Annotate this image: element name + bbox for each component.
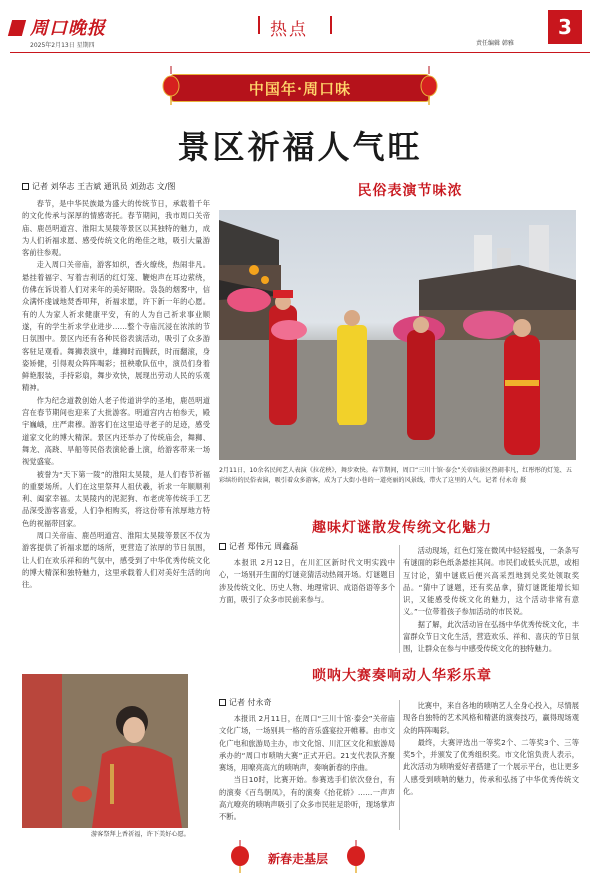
article-1-subhead: 民俗表演节味浓 [357,183,463,199]
article-3-byline [219,697,419,708]
byline-text: 记者 刘华志 王吉斌 通讯员 刘劲志 文/图 [32,182,176,191]
paragraph: 作为纪念道教创始人老子传道讲学的圣地，鹿邑明道宫在春节期间也迎来了大批游客。明道宫内古柏参天，殿宇巍峨，庄严肃穆。游客们在这里追寻老子的足迹，感受道家文化的博大精深。景区内还举办了传统庙会，舞狮、舞龙、高跷、旱船等民俗表演轮番上演，给游客带来一场视觉盛宴。 [22,395,210,467]
section-divider-left [258,16,260,34]
byline-text: 记者 付永奇 [229,698,272,707]
side-photo-caption: 游客祭拜上香祈福，许下美好心愿。 [91,831,190,838]
article-1-body [22,198,210,668]
side-photo [22,674,188,828]
article-2-subhead: 趣味灯谜散发传统文化魅力 [312,520,492,536]
article-2-body-left [219,557,395,655]
column-divider [399,700,400,830]
article-1-byline [22,181,222,192]
lantern-icon [420,66,438,106]
page-headline: 景区祈福人气旺 [177,128,423,166]
section-title: 热点 [270,20,308,40]
page-number: 3 [548,10,582,44]
paragraph: 周口关帝庙、鹿邑明道宫、淮阳太昊陵等景区不仅为游客提供了祈福求愿的场所，更营造了浓厚的节日氛围，让人们在欢乐祥和的气氛中，感受到了中华优秀传统文化的博大精深和独特魅力，这里承载着人们对美好生活的向往。 [22,531,210,590]
paragraph: 春节，是中华民族最为盛大的传统节日，承载着千年的文化传承与深厚的情感寄托。春节期间，我市周口关帝庙、鹿邑明道宫、淮阳太昊陵等景区以其独特的魅力，成为人们祈福求愿、感受传统文化的绝佳之地，吸引大量游客前往参观。 [22,199,210,258]
logo-mark-icon [8,20,26,36]
paragraph: 比赛中，来自各地的唢呐艺人全身心投入，尽情展现各自独特的艺术风格和精湛的演奏技巧，赢得现场观众的阵阵喝彩。 [403,701,579,735]
folk-dance-illustration [219,210,576,460]
footer-text: 新春走基层 [267,852,328,866]
paragraph: 走入周口关帝庙，游客如织，香火缭绕，热闹非凡。悬挂着福字、写着吉利话的红灯笼、鞭炮声在耳边萦绕，仿佛在诉说着人们对来年的美好期盼。袅袅的烟雾中，信众满怀虔诚地焚香叩拜，祈福求愿，许下新一年的心愿。有的人为家人祈求健康平安，有的人为自己祈求事业顺遂，有的学生祈求学业进步……整个寺庙沉浸在浓浓的节日氛围中。景区内还有各种民俗表演活动，吸引了众多游客驻足观看。舞狮表演中，雄狮时而腾跃，时而翻滚，身姿矫健，引得观众阵阵喝彩；扭秧歌队伍中，演员们身着鲜艳服装，手持彩扇，舞步欢快，展现出劳动人民的乐观精神。 [22,260,210,393]
logo-text: 周口晚报 [30,18,106,39]
issue-date: 2025年2月13日 星期四 [30,42,95,49]
editor-line: 责任编辑 韩雅 [476,40,514,47]
paragraph: 当日10时，比赛开始。参赛选手们依次登台，有的演奏《百鸟朝凤》，有的演奏《抬花轿》……一声声高亢嘹亮的唢呐声吸引了众多市民驻足聆听，现场掌声不断。 [219,775,395,822]
byline-box-icon [22,183,29,190]
footer-column-mark [228,838,368,878]
newspaper-logo [10,14,130,39]
main-photo-caption: 2月11日，10余名民间艺人表演《拉花秧》，舞步欢快。春节期间，周口“三川十馆·泰会”关帝庙景区热闹非凡，红彤彤的灯笼、五彩缤纷的民俗表演，吸引着众多游客，成为了大街小巷的一道亮丽的风景线，带火了这里的人气。记者 付永奇 摄 [219,467,572,484]
article-2-body-right [403,545,579,655]
article-3-subhead: 唢呐大赛奏响动人华彩乐章 [312,668,492,684]
byline-box-icon [219,699,226,706]
column-banner [170,64,430,108]
article-2-byline [219,541,419,552]
paragraph: 据了解，此次活动旨在弘扬中华优秀传统文化，丰富群众节日文化生活，营造欢乐、祥和、喜庆的节日氛围，让群众在参与中感受传统文化的独特魅力。 [403,619,579,654]
paragraph: 活动现场，红色灯笼在微风中轻轻摇曳，一条条写有谜面的彩色纸条悬挂其间。市民们或低头沉思，或相互讨论，猜中谜底后便兴高采烈地到兑奖处领取奖品。“猜中了谜题，还有奖品拿，猜灯谜既能增长知识，又能感受传统文化的魅力，这个活动非常有意义。”一位带着孩子参加活动的市民说。 [403,546,579,617]
paragraph: 最终，大赛评选出一等奖2个、二等奖3个、三等奖5个，并颁发了优秀组织奖。市文化馆负责人表示，此次活动为唢呐爱好者搭建了一个展示平台，也让更多人感受到唢呐的魅力，传承和弘扬了中华优秀传统文化。 [403,737,579,797]
paragraph: 被誉为“天下第一陵”的淮阳太昊陵，是人们春节祈福的重要场所。人们在这里祭拜人祖伏羲，祈求一年顺顺利利、阖家幸福。太昊陵内的泥泥狗、布老虎等传统手工艺品深受游客喜爱，人们争相购买，将这份带有浓厚地方特色的祝福带回家。 [22,469,210,528]
byline-box-icon [219,543,226,550]
paragraph: 本报讯 2月11日，在周口“三川十馆·泰会”关帝庙文化广场，一场别具一格的音乐盛宴拉开帷幕。由市文化广电和旅游局主办，市文化馆、川汇区文化和旅游局承办的“周口市唢呐大赛”正式开启。21支代表队齐聚赛场，用嘹亮高亢的唢呐声，奏响新春的序曲。 [219,714,395,773]
lantern-icon [346,840,366,874]
main-photo [219,210,576,460]
byline-text: 记者 郑伟元 周鑫磊 [229,542,299,551]
article-3-body-right [403,700,579,832]
column-divider [399,545,400,653]
section-divider-right [330,16,332,34]
paragraph: 本报讯 2月12日，在川汇区新时代文明实践中心，一场别开生面的灯谜竞猜活动热闹开场。灯谜题目涉及传统文化、历史人物、地理常识、成语俗语等多个方面，吸引了众多市民前来参与。 [219,558,395,604]
worshipper-illustration [22,674,188,828]
article-3-body-left [219,713,395,831]
top-rule [10,52,590,53]
banner-title: 中国年·周口味 [248,80,352,98]
